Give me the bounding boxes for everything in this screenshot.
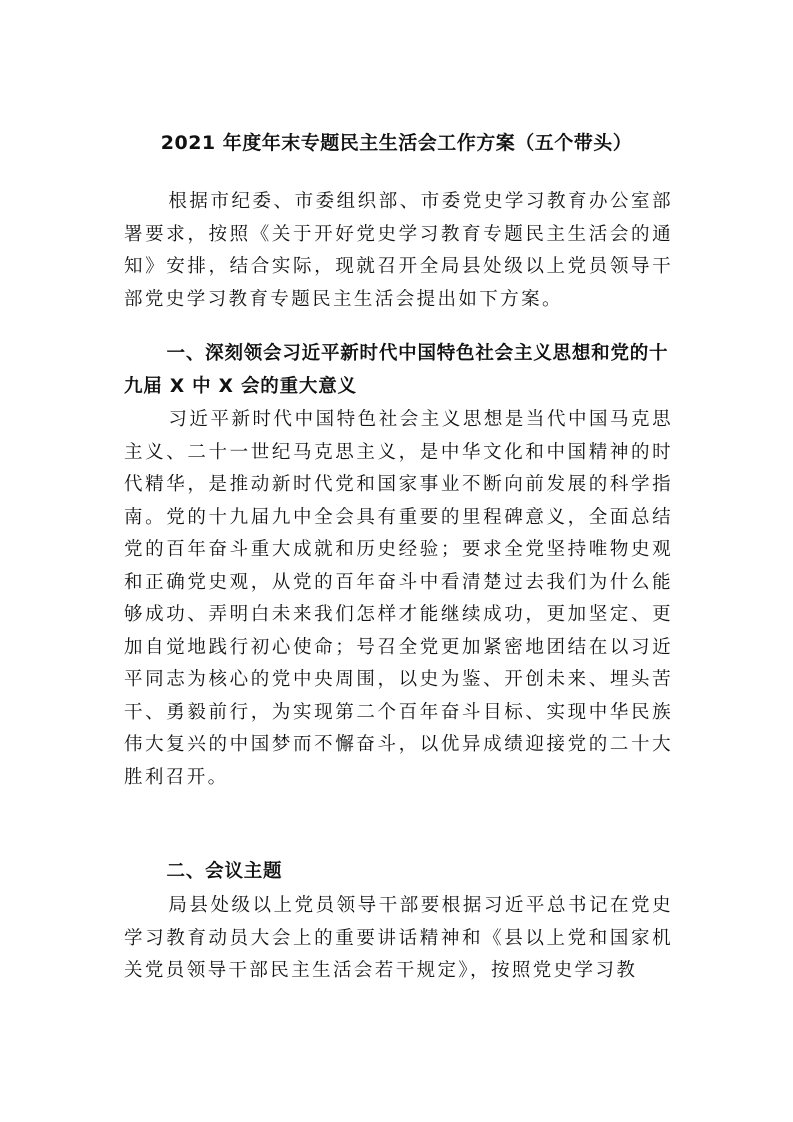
section-2-paragraph: 局县处级以上党员领导干部要根据习近平总书记在党史学习教育动员大会上的重要讲话精神和《县以上党和国家机关党员领导干部民主生活会若干规定》，按照党史学习教 (124, 895, 673, 981)
document-title: 2021 年度年末专题民主生活会工作方案（五个带头） (160, 132, 633, 154)
section-heading-2: 二、会议主题 (166, 861, 283, 882)
section-heading-1: 一、深刻领会习近平新时代中国特色社会主义思想和党的十九届 X 中 X 会的重大意义 (124, 343, 669, 397)
section-1-paragraph: 习近平新时代中国特色社会主义思想是当代中国马克思主义、二十一世纪马克思主义，是中华文化和中国精神的时代精华，是推动新时代党和国家事业不断向前发展的科学指南。党的十九届九中全会具有重要的里程碑意义，全面总结党的百年奋斗重大成就和历史经验；要求全党坚持唯物史观和正确党史观，从党的百年奋斗中看清楚过去我们为什么能够成功、弄明白未来我们怎样才能继续成功，更加坚定、更加自觉地践行初心使命；号召全党更加紧密地团结在以习近平同志为核心的党中央周围，以史为鉴、开创未来、埋头苦干、勇毅前行，为实现第二个百年奋斗目标、实现中华民族伟大复兴的中国梦而不懈奋斗，以优异成绩迎接党的二十大胜利召开。 (124, 409, 673, 788)
intro-paragraph: 根据市纪委、市委组织部、市委党史学习教育办公室部署要求，按照《关于开好党史学习教育专题民主生活会的通知》安排，结合实际，现就召开全局县处级以上党员领导干部党史学习教育专题民主生活会提出如下方案。 (124, 191, 673, 310)
